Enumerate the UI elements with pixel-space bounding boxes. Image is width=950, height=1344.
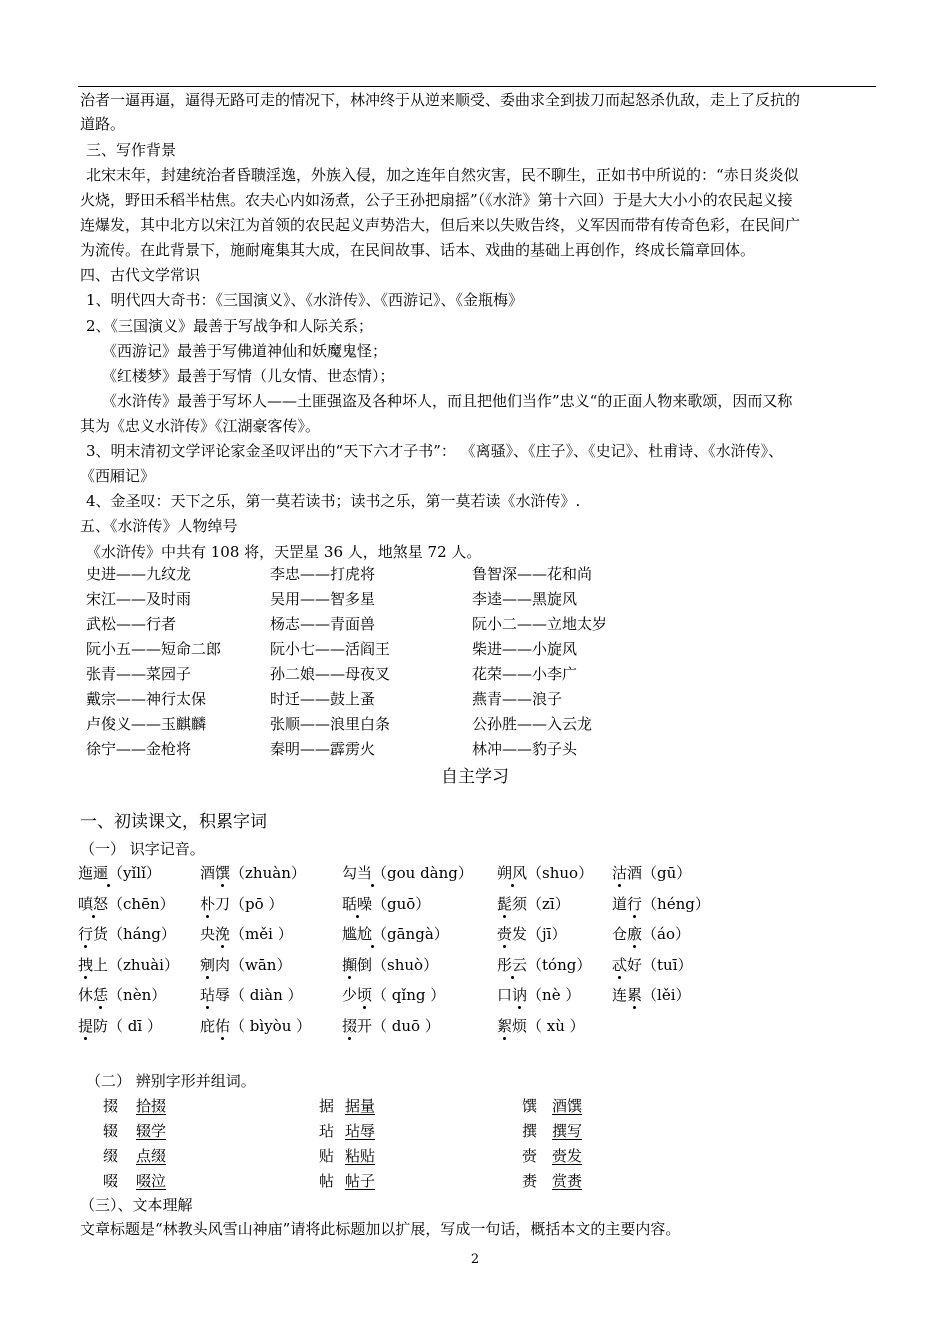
- section-heading: 五、《水浒传》人物绰号: [80, 517, 238, 535]
- nickname-entry: 武松——行者: [86, 615, 177, 633]
- compound-word: [552, 1119, 604, 1143]
- section-title: 自主学习: [441, 767, 509, 787]
- underlined-answer: 赏赉: [552, 1172, 583, 1190]
- emphasized-character: 恁: [93, 986, 109, 1004]
- underlined-answer: 据量: [345, 1097, 376, 1115]
- pinyin-reading: （héng）: [642, 894, 710, 913]
- pinyin-entry: [497, 922, 566, 946]
- pinyin-entry: [342, 953, 438, 977]
- page-number: 2: [470, 1252, 480, 1267]
- pinyin-reading: 好（tuī）: [627, 955, 693, 974]
- task-prompt: 文章标题是“林教头风雪山神庙”请将此标题加以扩展，写成一句话，概括本文的主要内容。: [80, 1220, 681, 1238]
- nickname-entry: 张青——菜园子: [86, 665, 192, 683]
- pinyin-reading: （áo）: [642, 925, 691, 943]
- nickname-entry: 孙二娘——母夜叉: [270, 665, 391, 683]
- nickname-entry: 戴宗——神行太保: [86, 690, 207, 708]
- pinyin-word: 酒: [200, 864, 216, 882]
- compound-word: [136, 1094, 188, 1118]
- compound-word: [345, 1119, 397, 1143]
- emphasized-character: 顷: [357, 986, 373, 1004]
- target-character: 玷: [319, 1122, 335, 1140]
- pinyin-entry: [200, 1014, 311, 1038]
- pinyin-reading: （měi ）: [230, 925, 293, 943]
- emphasized-character: 行: [627, 894, 643, 913]
- paragraph-line: 3、明末清初文学评论家金圣叹评出的“天下六才子书”： 《离骚》、《庄子》、《史记》、杜甫诗、《水浒传》、: [86, 442, 784, 460]
- nickname-entry: 徐宁——金枪将: [86, 740, 192, 758]
- nickname-entry: 卢俊义——玉麒麟: [86, 715, 207, 733]
- section-heading: 四、古代文学常识: [80, 266, 201, 284]
- pinyin-entry: [78, 983, 166, 1007]
- underlined-answer: 拾掇: [136, 1097, 167, 1115]
- pinyin-reading: 肉（wān）: [215, 955, 292, 974]
- compound-word: [552, 1144, 604, 1168]
- nickname-entry: 公孙胜——入云龙: [472, 715, 593, 733]
- compound-word: [136, 1144, 188, 1168]
- emphasized-character: 浼: [215, 925, 231, 943]
- target-character: 撰: [522, 1122, 538, 1140]
- pinyin-reading: （ bìyòu ）: [230, 1016, 312, 1035]
- pinyin-reading: 烦（ xù ）: [512, 1016, 585, 1035]
- emphasized-character: 攧: [342, 955, 358, 974]
- pinyin-reading: 刀（pō ）: [215, 894, 284, 913]
- underlined-answer: 玷辱: [345, 1122, 376, 1140]
- target-character: 据: [319, 1097, 335, 1115]
- underlined-answer: 撰写: [552, 1122, 583, 1140]
- pinyin-entry: [200, 983, 303, 1007]
- paragraph-line: 北宋末年，封建统治者昏聩淫逸，外族入侵，加之连年自然灾害，民不聊生，正如书中所说的：“赤日炎炎似: [86, 166, 799, 184]
- pinyin-word: 尴尬: [342, 925, 373, 943]
- paragraph-line: 4、金圣叹：天下之乐，第一莫若读书；读书之乐，第一莫若读《水浒传》.: [86, 492, 581, 510]
- nickname-entry: 李逵——黑旋风: [472, 590, 578, 608]
- paragraph-line: 治者一逼再逼，逼得无路可走的情况下，林冲终于从逆来顺受、委曲求全到拔刀而起怒杀仇敌，走上了反抗的: [80, 91, 801, 109]
- underlined-answer: 帖子: [345, 1172, 376, 1190]
- nickname-entry: 阮小五——短命二郎: [86, 640, 222, 658]
- pinyin-reading: 开（ duō ）: [357, 1016, 440, 1035]
- target-character: 啜: [103, 1172, 119, 1190]
- underlined-answer: 点缀: [136, 1147, 167, 1165]
- pinyin-reading: 云（tóng）: [512, 955, 592, 974]
- target-character: 贴: [319, 1147, 335, 1165]
- paragraph-line: 《水浒传》最善于写坏人——土匪强盗及各种坏人，而且把他们当作”忠义“的正面人物来歌颂，因而又称: [102, 392, 793, 410]
- emphasized-character: 朴: [200, 894, 216, 913]
- nickname-entry: 张顺——浪里白条: [270, 715, 391, 733]
- pinyin-entry: [497, 861, 593, 885]
- pinyin-word: 口: [497, 986, 513, 1004]
- pinyin-word: 迤逦: [78, 864, 109, 882]
- sub-heading: （三）、文本理解: [80, 1196, 193, 1214]
- compound-word: [136, 1119, 188, 1143]
- pinyin-entry: [612, 892, 710, 916]
- pinyin-entry: [78, 861, 161, 885]
- target-character: 帖: [319, 1172, 335, 1190]
- underlined-answer: 粘贴: [345, 1147, 376, 1165]
- pinyin-reading: 辱（ diàn ）: [215, 986, 303, 1004]
- nickname-entry: 杨志——青面兽: [270, 615, 376, 633]
- pinyin-reading: （zhuàn）: [230, 864, 306, 882]
- nickname-entry: 阮小七——活阎王: [270, 640, 391, 658]
- pinyin-entry: [200, 922, 293, 946]
- pinyin-reading: 倒（shuò）: [357, 955, 439, 974]
- pinyin-reading: 发（jī）: [512, 925, 567, 943]
- emphasized-character: 讷: [512, 986, 528, 1004]
- sub-heading: （一） 识字记音。: [80, 840, 205, 858]
- target-character: 缀: [103, 1147, 119, 1165]
- pinyin-entry: [497, 983, 580, 1007]
- pinyin-entry: [497, 1014, 585, 1038]
- pinyin-entry: [78, 892, 175, 916]
- pinyin-word: 聒: [342, 894, 358, 913]
- emphasized-character: 剜: [200, 955, 216, 974]
- header-rule: [78, 86, 876, 87]
- target-character: 辍: [103, 1122, 119, 1140]
- compound-word: [345, 1094, 397, 1118]
- emphasized-character: 玷: [200, 986, 216, 1004]
- pinyin-entry: [612, 953, 693, 977]
- pinyin-word: 勾当: [342, 864, 373, 882]
- paragraph-line: 道路。: [80, 115, 126, 133]
- paragraph-line: 2、《三国演义》最善于写战争和人际关系；: [86, 317, 374, 335]
- pinyin-reading: 上（zhuài）: [93, 955, 179, 974]
- pinyin-entry: [612, 983, 691, 1007]
- emphasized-character: 拽: [78, 955, 94, 974]
- pinyin-word: 连: [612, 986, 628, 1004]
- compound-word: [345, 1169, 397, 1193]
- target-character: 赉: [522, 1172, 538, 1190]
- pinyin-reading: 须（zī）: [512, 894, 570, 913]
- paragraph-line: 1、明代四大奇书：《三国演义》、《水浒传》、《西游记》、《金瓶梅》: [86, 291, 524, 309]
- emphasized-character: 累: [627, 986, 643, 1004]
- pinyin-entry: [78, 953, 179, 977]
- emphasized-character: 行: [78, 925, 94, 943]
- emphasized-character: 髭: [497, 894, 513, 913]
- pinyin-reading: （yǐlǐ）: [108, 864, 161, 882]
- pinyin-reading: 风（shuo）: [512, 864, 594, 882]
- nickname-entry: 柴进——小旋风: [472, 640, 578, 658]
- nickname-entry: 宋江——及时雨: [86, 590, 192, 608]
- pinyin-reading: （nèn）: [108, 986, 167, 1004]
- pinyin-entry: [342, 983, 445, 1007]
- nickname-entry: 林冲——豹子头: [472, 740, 578, 758]
- pinyin-word: 休: [78, 986, 94, 1004]
- paragraph-line: 其为《忠义水浒传》《江湖豪客传》。: [80, 417, 321, 435]
- emphasized-character: 掇: [342, 1016, 358, 1035]
- pinyin-reading: 货（háng）: [93, 925, 176, 943]
- nickname-entry: 吴用——智多星: [270, 590, 376, 608]
- emphasized-character: 絮: [497, 1016, 513, 1035]
- sub-heading: （二） 辨别字形并组词。: [86, 1072, 256, 1090]
- pinyin-word: 彤: [497, 955, 513, 974]
- pinyin-reading: 防（ dī ）: [93, 1016, 162, 1035]
- pinyin-entry: [612, 922, 690, 946]
- nickname-entry: 时迁——鼓上蚤: [270, 690, 376, 708]
- nickname-entry: 鲁智深——花和尚: [472, 565, 593, 583]
- pinyin-reading: 怒（chēn）: [93, 894, 175, 913]
- nickname-entry: 李忠——打虎将: [270, 565, 376, 583]
- pinyin-reading: （nè ）: [527, 986, 581, 1004]
- pinyin-entry: [342, 861, 473, 885]
- nickname-entry: 燕青——浪子: [472, 690, 563, 708]
- underlined-answer: 啜泣: [136, 1172, 167, 1190]
- compound-word: [345, 1144, 397, 1168]
- nickname-entry: 花荣——小李广: [472, 665, 578, 683]
- pinyin-entry: [200, 892, 283, 916]
- pinyin-entry: [342, 1014, 440, 1038]
- pinyin-reading: （gāngà）: [372, 925, 449, 943]
- target-character: 馔: [522, 1097, 538, 1115]
- nickname-entry: 阮小二——立地太岁: [472, 615, 608, 633]
- paragraph-line: 《红楼梦》最善于写情（儿女情、世态情）；: [102, 367, 395, 385]
- compound-word: [552, 1094, 604, 1118]
- part-heading: 一、初读课文，积累字词: [80, 812, 267, 832]
- pinyin-reading: （ qǐng ）: [372, 986, 446, 1004]
- compound-word: [136, 1169, 188, 1193]
- paragraph-line: 《西厢记》: [80, 467, 156, 485]
- pinyin-entry: [78, 922, 176, 946]
- paragraph-line: 为流传。在此背景下，施耐庵集其大成，在民间故事、话本、戏曲的基础上再创作，终成长篇章回体。: [80, 241, 756, 259]
- emphasized-character: 提: [78, 1016, 94, 1035]
- pinyin-word: 央: [200, 925, 216, 943]
- pinyin-entry: [78, 1014, 162, 1038]
- emphasized-character: 馔: [215, 864, 231, 882]
- emphasized-character: 沽: [612, 864, 628, 882]
- pinyin-entry: [200, 861, 306, 885]
- pinyin-word: 少: [342, 986, 358, 1004]
- nickname-entry: 史进——九纹龙: [86, 565, 192, 583]
- pinyin-entry: [200, 953, 291, 977]
- pinyin-reading: 酒（gū）: [627, 864, 692, 882]
- pinyin-entry: [497, 892, 570, 916]
- pinyin-reading: （gou dàng）: [372, 864, 473, 882]
- pinyin-reading: 噪（guō）: [357, 894, 431, 913]
- pinyin-word: 仓: [612, 925, 628, 943]
- pinyin-word: 嗔: [78, 894, 94, 913]
- emphasized-character: 忒: [612, 955, 628, 974]
- target-character: 掇: [103, 1097, 119, 1115]
- paragraph-line: 《西游记》最善于写佛道神仙和妖魔鬼怪；: [102, 342, 388, 360]
- pinyin-entry: [612, 861, 691, 885]
- paragraph-line: 连爆发，其中北方以宋江为首领的农民起义声势浩大，但后来以失败告终，义军因而带有传奇色彩，在民间广: [80, 216, 801, 234]
- pinyin-reading: （lěi）: [642, 986, 691, 1004]
- emphasized-character: 佑: [215, 1016, 231, 1035]
- pinyin-entry: [342, 892, 430, 916]
- pinyin-word: 道: [612, 894, 628, 913]
- emphasized-character: 赍: [497, 925, 513, 943]
- paragraph-line: 《水浒传》中共有 108 将，天罡星 36 人，地煞星 72 人。: [86, 543, 482, 561]
- pinyin-word: 朔: [497, 864, 513, 882]
- compound-word: [552, 1169, 604, 1193]
- underlined-answer: 赍发: [552, 1147, 583, 1165]
- pinyin-word: 庇: [200, 1016, 216, 1035]
- paragraph-line: 火烧，野田禾稻半枯焦。农夫心内如汤煮，公子王孙把扇摇”（《水浒》第十六回）于是大大小小的农民起义接: [80, 191, 793, 209]
- pinyin-entry: [497, 953, 591, 977]
- section-heading: 三、写作背景: [86, 141, 177, 159]
- emphasized-character: 廒: [627, 925, 643, 943]
- underlined-answer: 辍学: [136, 1122, 167, 1140]
- underlined-answer: 酒馔: [552, 1097, 583, 1115]
- pinyin-entry: [342, 922, 449, 946]
- nickname-entry: 秦明——霹雳火: [270, 740, 376, 758]
- target-character: 赍: [522, 1147, 538, 1165]
